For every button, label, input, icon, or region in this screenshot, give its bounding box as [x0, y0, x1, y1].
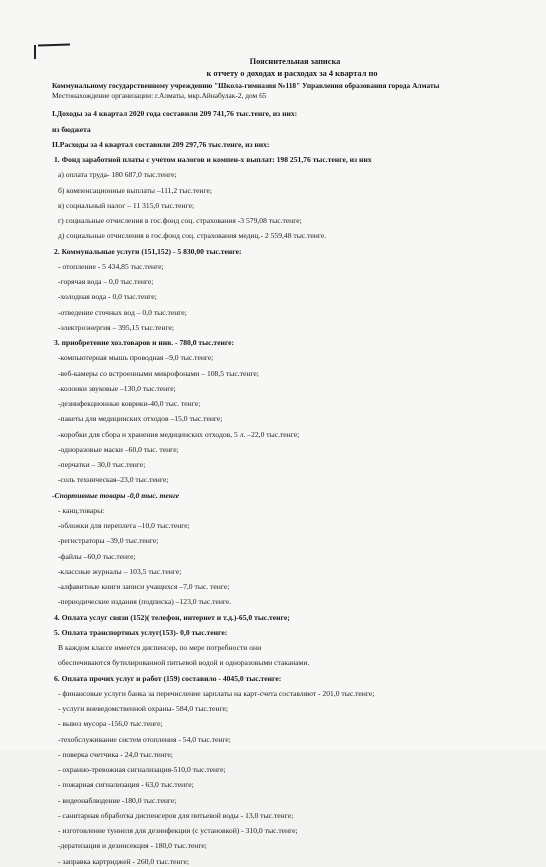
section-heading: 3. приобретение хоз.товаров и инв. - 780,0 тыс.тенге: — [54, 338, 235, 348]
doc-title: Пояснительная записка — [249, 57, 341, 66]
section-item: -периодические издания (подписка) –123,0 тыс.тенге. — [58, 597, 232, 607]
section-item: а) оплата труда- 180 687,0 тыс.тенге; — [58, 170, 177, 180]
section-heading: 2. Коммунальные услуги (151,152) - 5 830,00 тыс.тенге: — [54, 246, 242, 256]
organization-line: Коммунальному государственному учреждению "Школа-гимназия №118" Управления образования города Алматы — [52, 81, 440, 91]
section-item: -горячая вода – 0,0 тыс.тенге; — [58, 277, 154, 287]
doc-subtitle: к отчету о доходах и расходах за 4 квартал по — [206, 69, 378, 79]
expense-sections — [52, 155, 532, 867]
section-item: д) социальные отчисления в гос.фонд соц. страхования медиц.- 2 559,48 тыс.тенге. — [58, 231, 327, 241]
section-item: -техобслуживание систем отопления - 54,0 тыс.тенге; — [58, 734, 231, 744]
section-item: в) социальный налог – 11 315,0 тыс.тенге; — [58, 200, 195, 210]
income-line: I.Доходы за 4 квартал 2020 года составили 209 741,76 тыс.тенге, из них: — [52, 109, 298, 119]
pen-stroke-mark — [38, 43, 70, 46]
pen-stroke-mark-vertical — [34, 45, 36, 59]
section-item: г) социальные отчисления в гос.фонд соц. страхования -3 579,08 тыс.тенге; — [58, 216, 302, 226]
section-heading: 1. Фонд заработной платы с учетом налогов и компен-х выплат: 198 251,76 тыс.тенге, из них — [54, 155, 372, 165]
section-item: -пакеты для медицинских отходов –15,0 тыс.тенге; — [58, 414, 223, 424]
section-item: б) компенсационные выплаты –111,2 тыс.тенге; — [58, 185, 212, 195]
section-item: - канц.товары: — [58, 505, 105, 515]
section-item: -перчатки – 30,0 тыс.тенге; — [58, 460, 146, 470]
section-item: -алфавитные книги записи учащихся –7,0 тыс. тенге; — [58, 582, 230, 592]
section-item: обеспечиваются бутилированной питьевой водой и одноразовыми стаканами. — [58, 658, 310, 668]
section-item: -соль техническая–23,0 тыс.тенге; — [58, 475, 169, 485]
section-item: -одноразовые маски –60,0 тыс. тенге; — [58, 444, 179, 454]
location-line: Местонахождение организации: г.Алматы, мкр.Айнабулак-2, дом 65 — [52, 91, 267, 101]
section-item: -веб-камеры со встроенными микрофонами – 108,5 тыс.тенге; — [58, 368, 259, 378]
section-heading: 5. Оплата транспортных услуг(153)- 0,0 тыс.тенге: — [54, 627, 228, 637]
expenses-line: II.Расходы за 4 квартал составили 209 297,76 тыс.тенге, из них: — [52, 139, 270, 149]
section-item: -коробки для сбора и хранения медицинских отходов, 5 л. –22,0 тыс.тенге; — [58, 429, 300, 439]
section-item: - отопление - 5 434,85 тыс.тенге; — [58, 261, 164, 271]
section-item: -электроэнергия – 395,15 тыс.тенге; — [58, 322, 174, 332]
section-item: - услуги вневедомственной охраны- 584,0 тыс.тенге; — [58, 704, 228, 714]
section-item: - финансовые услуги банка за перечисление зарплаты на карт-счета составляют - 201,0 тыс.тенге; — [58, 688, 375, 698]
section-item: -дезинфекционные коврики-40,0 тыс. тенге; — [58, 399, 201, 409]
section-item: - пожарная сигнализация - 63,0 тыс.тенге; — [58, 780, 194, 790]
section-item: -колонки звуковые –130,0 тыс.тенге; — [58, 383, 176, 393]
section-item: -компьютерная мышь проводная –9,0 тыс.тенге; — [58, 353, 214, 363]
section-item: -регистраторы –39,0 тыс.тенге; — [58, 536, 159, 546]
section-heading: -Спортивные товары -0,0 тыс. тенге — [52, 490, 180, 500]
section-item: -классные журналы – 103,5 тыс.тенге; — [58, 566, 182, 576]
section-item: -дератизация и дезинсекция - 180,0 тыс.тенге; — [58, 841, 207, 851]
section-item: - санитарная обработка диспенсеров для питьевой воды - 13,0 тыс.тенге; — [58, 810, 294, 820]
section-heading: 6. Оплата прочих услуг и работ (159) составило - 4045,0 тыс.тенге: — [54, 673, 282, 683]
section-item: - охранно-тревожная сигнализация-510,0 тыс.тенге; — [58, 765, 226, 775]
section-heading: 4. Оплата услуг связи (152)( телефон, интернет и т.д.)-65,0 тыс.тенге; — [54, 612, 290, 622]
document-body — [52, 56, 532, 867]
section-item: -обложки для переплета –10,0 тыс.тенге; — [58, 521, 190, 531]
section-item: - заправка картриджей - 260,0 тыс.тенге; — [58, 856, 189, 866]
section-item: - изготовление туннеля для дезинфекции (с установкой) - 310,0 тыс.тенге; — [58, 826, 298, 836]
section-item: В каждом классе имеется диспенсер, по мере потребности они — [58, 643, 262, 653]
section-item: - видеонаблюдение -180,0 тыс.тенге; — [58, 795, 177, 805]
section-item: - поверка счетчика - 24,0 тыс.тенге; — [58, 749, 173, 759]
section-item: -отведение сточных вод – 0,0 тыс.тенге; — [58, 307, 187, 317]
income-sub: из бюджета — [52, 124, 91, 134]
section-item: -файлы –60,0 тыс.тенге; — [58, 551, 136, 561]
section-item: -холодная вода - 0,0 тыс.тенге; — [58, 292, 157, 302]
section-item: - вывоз мусора -156,0 тыс.тенге; — [58, 719, 163, 729]
